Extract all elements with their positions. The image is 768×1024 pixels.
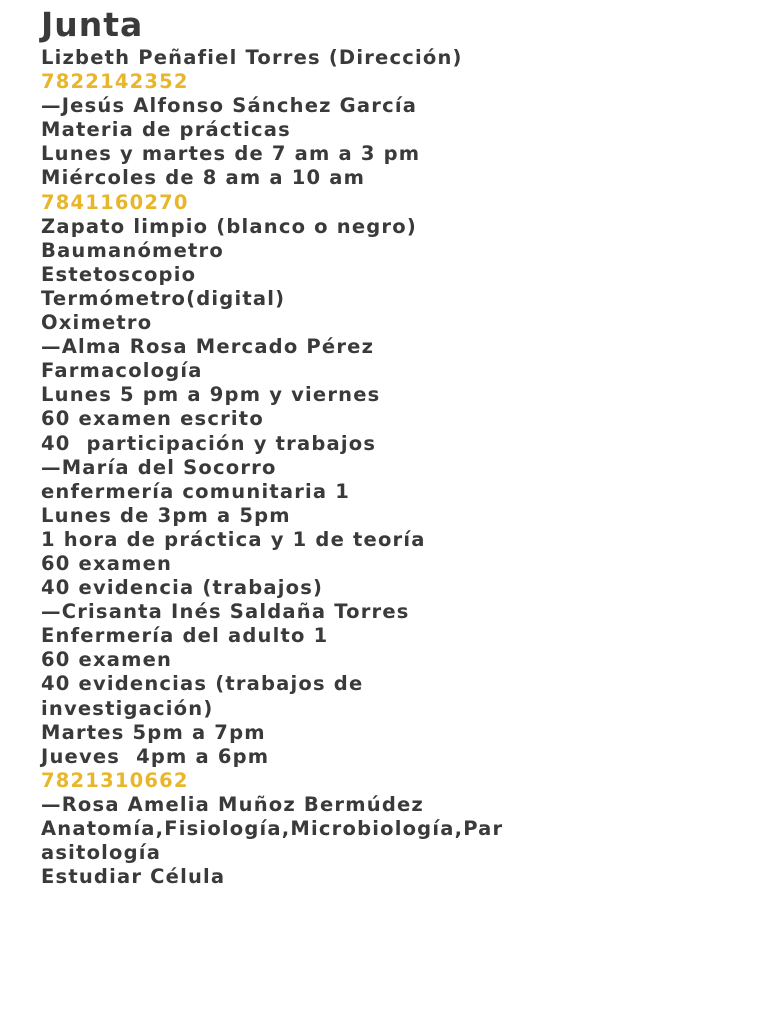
- note-line: Estudiar Célula: [41, 865, 226, 889]
- note-line: 60 examen: [41, 648, 173, 672]
- note-line: Materia de prácticas: [41, 118, 291, 142]
- note-line: —María del Socorro: [41, 455, 277, 479]
- note-line: Zapato limpio (blanco o negro): [41, 214, 417, 238]
- note-line: 1 hora de práctica y 1 de teoría: [41, 527, 426, 551]
- note-line: 60 examen: [41, 551, 173, 575]
- note-line: Lunes 5 pm a 9pm y viernes: [41, 383, 381, 407]
- phone-number-link[interactable]: 7821310662: [41, 768, 189, 792]
- note-line: Farmacología: [41, 359, 203, 383]
- note-line: Termómetro(digital): [41, 286, 286, 310]
- note-line: Lizbeth Peñafiel Torres (Dirección): [41, 46, 463, 69]
- note-line: 60 examen escrito: [41, 407, 264, 431]
- note-line: 40 participación y trabajos: [41, 431, 377, 455]
- note-line: Oximetro: [41, 311, 153, 335]
- note-line: —Jesús Alfonso Sánchez García: [41, 94, 418, 118]
- note-line: Lunes de 3pm a 5pm: [41, 503, 291, 527]
- note-line: Lunes y martes de 7 am a 3 pm: [41, 142, 421, 166]
- note-line: investigación): [41, 696, 214, 720]
- note-line: Enfermería del adulto 1: [41, 624, 329, 648]
- note-line: enfermería comunitaria 1: [41, 479, 351, 503]
- note-title[interactable]: Junta: [41, 5, 144, 44]
- note-line: Miércoles de 8 am a 10 am: [41, 166, 366, 190]
- note-line: —Rosa Amelia Muñoz Bermúdez: [41, 792, 424, 816]
- note-line: —Crisanta Inés Saldaña Torres: [41, 600, 410, 624]
- note-line: Estetoscopio: [41, 262, 197, 286]
- note-line: 40 evidencia (trabajos): [41, 576, 324, 600]
- note-line: asitología: [41, 841, 162, 865]
- note-content[interactable]: [41, 6, 741, 889]
- note-line: —Alma Rosa Mercado Pérez: [41, 335, 375, 359]
- note-body[interactable]: [41, 46, 741, 889]
- note-line: Jueves 4pm a 6pm: [41, 744, 270, 768]
- note-line: 40 evidencias (trabajos de: [41, 672, 364, 696]
- note-line: Baumanómetro: [41, 238, 224, 262]
- phone-number-link[interactable]: 7841160270: [41, 190, 189, 214]
- note-line: Martes 5pm a 7pm: [41, 720, 266, 744]
- note-line: Anatomía,Fisiología,Microbiología,Par: [41, 817, 504, 840]
- phone-number-link[interactable]: 7822142352: [41, 70, 189, 94]
